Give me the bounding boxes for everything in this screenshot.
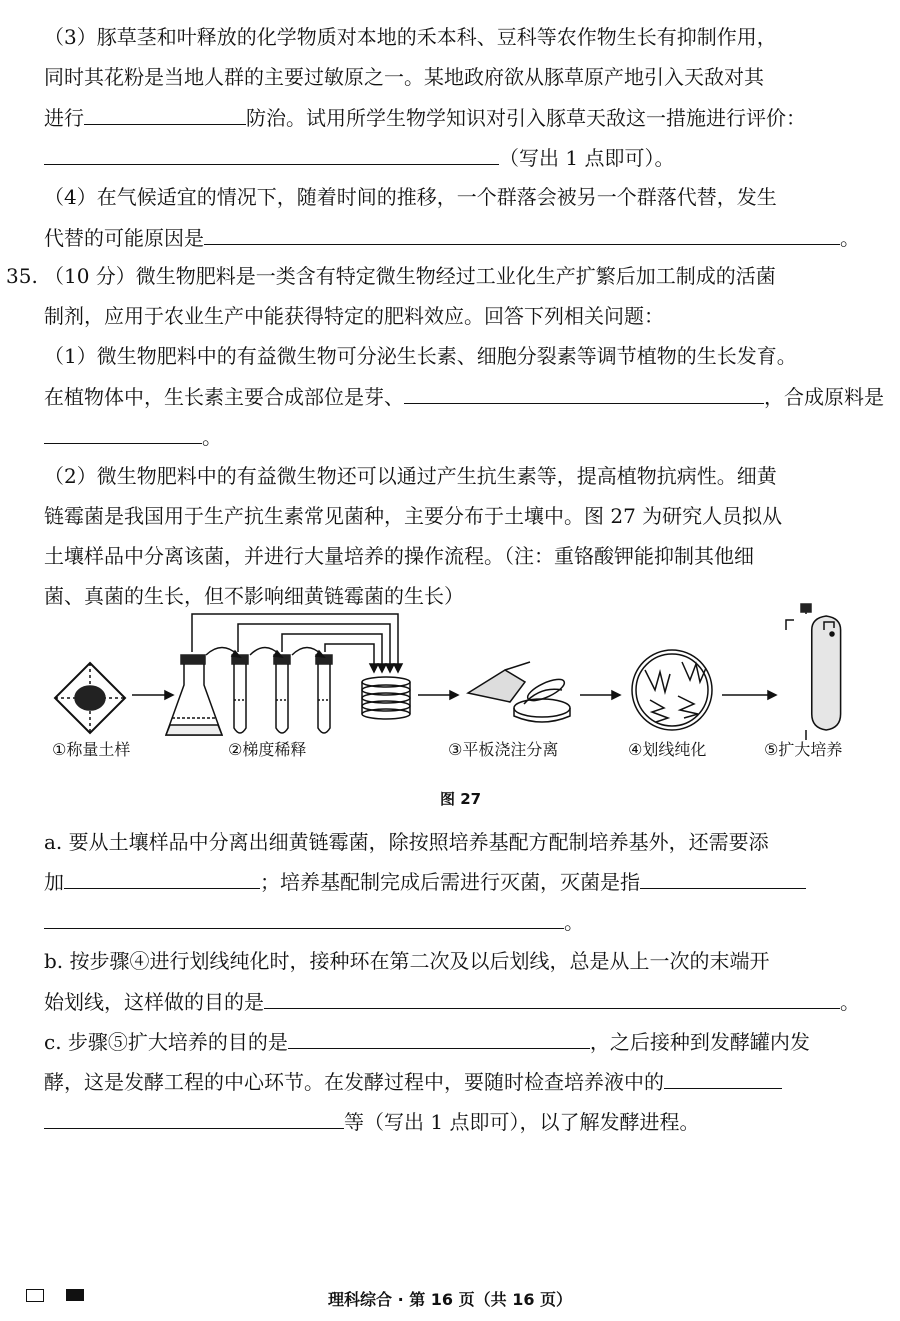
q35-part2-line2: 链霉菌是我国用于生产抗生素常见菌种，主要分布于土壤中。图 27 为研究人员拟从 [44,504,783,528]
q35-text: ，之后接种到发酵罐内发 [589,1030,810,1054]
pour-plate-icon [468,662,570,722]
answer-blank[interactable] [44,906,564,929]
q35-c-line2 [44,1066,782,1097]
answer-blank[interactable] [288,1026,590,1049]
q34-text: 。 [840,226,860,250]
q35-part1-line3 [44,421,222,452]
answer-blank[interactable] [640,866,806,889]
q34-part3-line3 [44,102,806,133]
q35-text: 酵，这是发酵工程的中心环节。在发酵过程中，要随时检查培养液中的 [44,1070,664,1094]
step-1-label: ①称量土样 [52,740,131,759]
q35-part1-line2 [44,381,884,412]
figure-caption: 图 27 [440,790,482,808]
q34-text: 防治。试用所学生物学知识对引入豚草天敌这一措施进行评价： [246,106,806,130]
step-2-label: ②梯度稀释 [228,740,307,759]
q35-a-line1: a. 要从土壤样品中分离出细黄链霉菌，除按照培养基配方配制培养基外，还需要添 [44,830,769,854]
q35-intro-line2: 制剂，应用于农业生产中能获得特定的肥料效应。回答下列相关问题： [44,304,664,328]
q35-text: c. 步骤⑤扩大培养的目的是 [44,1030,288,1054]
q35-part2-line1: （2）微生物肥料中的有益微生物还可以通过产生抗生素等，提高植物抗病性。细黄 [44,464,777,488]
q35-text: 。 [564,910,584,934]
footer-filled-mark [66,1289,84,1301]
answer-blank[interactable] [44,1106,344,1129]
footer-outline-mark [26,1289,44,1302]
page-footer: 理科综合 · 第 16 页（共 16 页） [328,1290,573,1309]
test-tube-icon [316,655,332,733]
q35-text: 。 [202,425,222,449]
q35-a-line3 [44,906,584,937]
q34-text: 代替的可能原因是 [44,226,204,250]
plate-stack-icon [362,677,410,719]
answer-blank[interactable] [664,1066,782,1089]
q34-part3-line2: 同时其花粉是当地人群的主要过敏原之一。某地政府欲从豚草原产地引入天敌对其 [44,65,764,89]
figure-27-diagram [0,600,900,740]
answer-blank[interactable] [44,142,499,165]
q35-part2-line3: 土壤样品中分离该菌，并进行大量培养的操作流程。（注：重铬酸钾能抑制其他细 [44,544,754,568]
q35-text: 加 [44,870,64,894]
q35-text: ；培养基配制完成后需进行灭菌，灭菌是指 [260,870,640,894]
answer-blank[interactable] [64,866,260,889]
test-tube-icon [274,655,290,733]
answer-blank[interactable] [44,421,202,444]
q35-c-line3 [44,1106,699,1137]
answer-blank[interactable] [84,102,246,125]
q35-number: 35. [6,264,38,288]
q35-text: 。 [840,990,860,1014]
q34-part4-line2 [44,222,860,253]
answer-blank[interactable] [264,986,840,1009]
q35-text: 等（写出 1 点即可），以了解发酵进程。 [344,1110,700,1134]
q34-text: （写出 1 点即可）。 [499,146,675,170]
answer-blank[interactable] [204,222,840,245]
q35-a-line2 [44,866,806,897]
q35-text: 始划线，这样做的目的是 [44,990,264,1014]
q34-part4-line1: （4）在气候适宜的情况下，随着时间的推移，一个群落会被另一个群落代替，发生 [44,185,777,209]
q35-b-line1: b. 按步骤④进行划线纯化时，接种环在第二次及以后划线，总是从上一次的末端开 [44,949,770,973]
q35-intro-line1: （10 分）微生物肥料是一类含有特定微生物经过工业化生产扩繁后加工制成的活菌 [44,264,776,288]
step-4-label: ④划线纯化 [628,740,707,759]
q35-c-line1 [44,1026,810,1057]
q35-text: ，合成原料是 [764,385,884,409]
q34-text: 进行 [44,106,84,130]
step-3-label: ③平板浇注分离 [448,740,559,759]
step-5-label: ⑤扩大培养 [764,740,843,759]
q35-b-line2 [44,986,860,1017]
q34-part3-line4 [44,142,674,173]
soil-sample-icon [55,663,125,733]
fermenter-icon [786,604,841,740]
test-tube-icon [232,655,248,733]
q35-text: 在植物体中，生长素主要合成部位是芽、 [44,385,404,409]
streak-plate-icon [632,650,712,730]
q35-part1-line1: （1）微生物肥料中的有益微生物可分泌生长素、细胞分裂素等调节植物的生长发育。 [44,344,797,368]
q34-part3-line1: （3）豚草茎和叶释放的化学物质对本地的禾本科、豆科等农作物生长有抑制作用， [44,25,777,49]
answer-blank[interactable] [404,381,764,404]
q35-part2-line4: 菌、真菌的生长，但不影响细黄链霉菌的生长） [44,584,464,608]
